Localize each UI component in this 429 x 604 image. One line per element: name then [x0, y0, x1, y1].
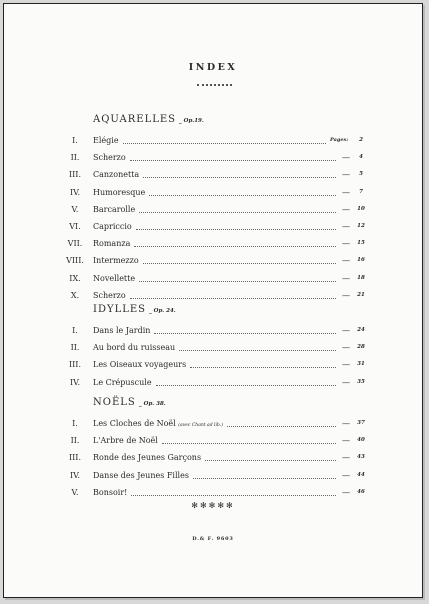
page-number: 15 [357, 240, 365, 247]
leader-dots [134, 246, 336, 247]
entry-number: X. [70, 290, 80, 300]
leader-dots [123, 143, 326, 144]
index-entry [64, 376, 364, 393]
entry-title [93, 136, 119, 145]
ornament-stars: ✻✻✻✻✻ [191, 501, 235, 510]
page-number: 43 [357, 454, 365, 461]
page-number: 12 [357, 222, 365, 229]
entry-number: VII. [67, 239, 83, 249]
page-number: 4 [359, 154, 363, 161]
entry-title [93, 488, 127, 497]
page-number: 28 [357, 344, 365, 351]
ditto-dash: — [342, 436, 350, 446]
plate-number: D.& F. 9603 [192, 536, 234, 542]
page-number: 40 [357, 437, 365, 444]
page-number: 2 [359, 137, 363, 143]
entry-number: II. [70, 436, 80, 446]
page-number: 5 [359, 171, 363, 178]
leader-dots [143, 177, 336, 178]
ditto-dash: — [342, 221, 350, 231]
entry-number: IV. [69, 377, 81, 387]
entry-title [93, 222, 132, 231]
entry-note: (avec Chant ad lib.) [178, 423, 223, 428]
page-number: 31 [357, 361, 365, 368]
ditto-dash: — [342, 377, 350, 387]
index-section [64, 397, 364, 503]
pages-label: Pages: [330, 137, 349, 143]
entry-title [93, 343, 175, 352]
entry-title [93, 360, 186, 369]
entry-title [93, 291, 126, 300]
page-number: 37 [357, 420, 365, 426]
index-entry [64, 134, 364, 151]
score-page [3, 3, 423, 598]
entry-title-text: Romanza [93, 239, 131, 249]
leader-dots [193, 478, 336, 479]
opus-number: _ Op. 24. [149, 308, 176, 314]
index-section [64, 304, 364, 393]
entry-title-text: Scherzo [93, 290, 126, 300]
entry-title-text: Elégie [93, 136, 119, 145]
entry-number: IV. [69, 470, 81, 480]
entry-number: V. [71, 487, 79, 497]
page-number: 44 [357, 471, 365, 478]
page-title: INDEX [188, 62, 238, 73]
entry-title [93, 153, 126, 162]
leader-dots [149, 195, 336, 196]
ditto-dash: — [342, 239, 350, 249]
entry-number: II. [70, 153, 80, 163]
entry-title-text: Capriccio [93, 221, 132, 231]
entry-title-text: Scherzo [93, 153, 126, 163]
entry-title [93, 419, 223, 428]
index-entry [64, 168, 364, 185]
entry-title [93, 471, 189, 480]
entry-number: III. [68, 170, 82, 180]
index-entry [64, 186, 364, 203]
entry-title-text: Bonsoir! [93, 487, 128, 497]
index-entry [64, 237, 364, 254]
entry-number: V. [71, 204, 79, 214]
entry-title [93, 205, 135, 214]
entry-title [93, 378, 152, 387]
ditto-dash: — [342, 204, 350, 214]
entry-title-text: Humoresque [93, 187, 146, 197]
page-number: 18 [357, 274, 365, 281]
index-entry [64, 324, 364, 341]
leader-dots [131, 495, 336, 496]
section-title: AQUARELLES [93, 114, 177, 125]
index-section [64, 114, 364, 306]
ditto-dash: — [342, 326, 350, 335]
page-number: 21 [357, 291, 365, 298]
section-heading [64, 304, 364, 324]
entry-number: I. [72, 326, 78, 335]
entry-title-text: Canzonetta [93, 170, 140, 180]
ditto-dash: — [342, 290, 350, 300]
entry-number: III. [68, 360, 82, 370]
section-heading [64, 397, 364, 417]
entry-title [93, 170, 139, 179]
ditto-dash: — [342, 419, 350, 428]
page-number: 35 [357, 378, 365, 385]
entry-title-text: Novellette [93, 273, 136, 283]
section-title: IDYLLES [93, 304, 147, 315]
leader-dots [227, 426, 336, 427]
entry-number: II. [70, 343, 80, 353]
index-entry [64, 341, 364, 358]
entry-title [93, 256, 139, 265]
index-entry [64, 417, 364, 434]
entry-title-text: Ronde des Jeunes Garçons [93, 453, 202, 463]
ditto-dash: — [342, 256, 350, 266]
leader-dots [162, 443, 336, 444]
index-entry [64, 272, 364, 289]
page-number: 7 [359, 188, 363, 195]
ditto-dash: — [342, 343, 350, 353]
entry-number: I. [72, 419, 78, 428]
section-heading [64, 114, 364, 134]
ditto-dash: — [342, 273, 350, 283]
ditto-dash: — [342, 360, 350, 370]
ditto-dash: — [342, 170, 350, 180]
entry-title [93, 274, 135, 283]
entry-title [93, 453, 201, 462]
leader-dots [130, 298, 336, 299]
entry-number: III. [68, 453, 82, 463]
opus-number: _ Op. 38. [139, 401, 166, 407]
index-entry [64, 203, 364, 220]
index-entry [64, 469, 364, 486]
leader-dots [143, 263, 336, 264]
entry-title-text: L'Arbre de Noël [93, 436, 158, 446]
leader-dots [205, 460, 336, 461]
entry-title [93, 326, 150, 335]
leader-dots [130, 160, 336, 161]
index-entry [64, 254, 364, 271]
ditto-dash: — [342, 453, 350, 463]
leader-dots [190, 367, 336, 368]
ditto-dash: — [342, 153, 350, 163]
index-entry [64, 358, 364, 375]
entry-title-text: Barcarolle [93, 204, 136, 214]
index-entry [64, 434, 364, 451]
entry-title-text: Les Cloches de Noël [93, 419, 176, 428]
ditto-dash: — [342, 470, 350, 480]
entry-title-text: Au bord du ruisseau [93, 343, 176, 353]
leader-dots [139, 281, 336, 282]
leader-dots [139, 212, 336, 213]
page-number: 10 [357, 205, 365, 212]
entry-number: VI. [69, 221, 81, 231]
leader-dots [156, 385, 336, 386]
entry-title [93, 436, 158, 445]
leader-dots [136, 229, 336, 230]
ditto-dash: — [342, 187, 350, 197]
entry-title-text: Dans le Jardin [93, 326, 151, 335]
section-title: NOËLS [93, 397, 136, 408]
entry-title [93, 188, 145, 197]
page-number: 46 [357, 488, 365, 495]
page-number: 24 [357, 327, 365, 333]
opus-number: _ Op.19. [179, 118, 204, 124]
entry-title-text: Le Crépuscule [93, 377, 152, 387]
entry-title-text: Danse des Jeunes Filles [93, 470, 189, 480]
leader-dots [154, 333, 336, 334]
entry-title [93, 239, 130, 248]
index-entry [64, 151, 364, 168]
entry-number: VIII. [66, 256, 84, 266]
leader-dots [179, 350, 336, 351]
entry-number: I. [72, 136, 78, 145]
index-entry [64, 451, 364, 468]
entry-title-text: Les Oiseaux voyageurs [93, 360, 187, 370]
ditto-dash: — [342, 487, 350, 497]
entry-title-text: Intermezzo [93, 256, 139, 266]
index-entry [64, 220, 364, 237]
entry-number: IV. [69, 187, 81, 197]
title-divider [197, 84, 232, 86]
entry-number: IX. [69, 273, 81, 283]
page-number: 16 [357, 257, 365, 264]
